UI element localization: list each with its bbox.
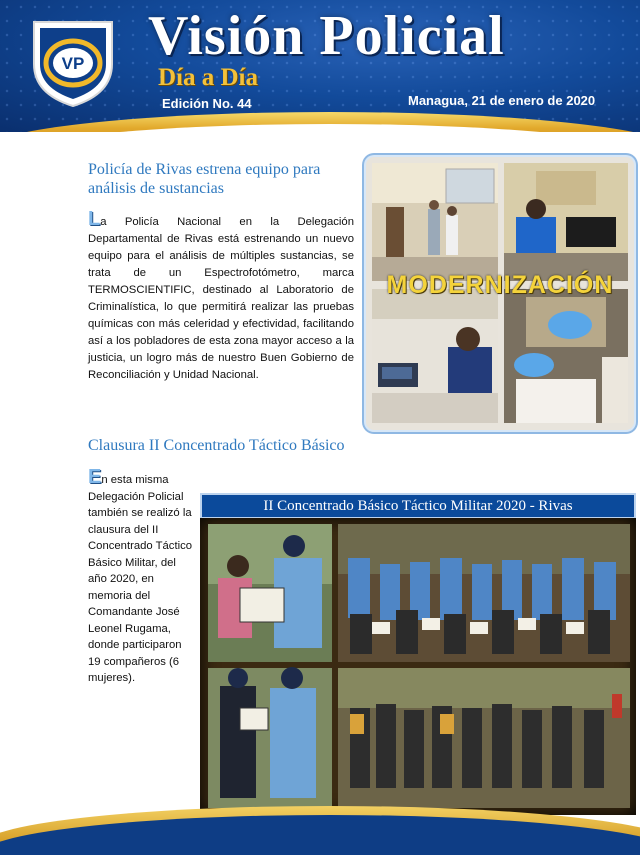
article2-dropcap: E [88,466,102,488]
vp-shield-logo [30,16,116,108]
edition-number: Edición No. 44 [162,96,252,111]
article2-headline: Clausura II Concentrado Táctico Básico [88,437,345,454]
training-photo-collage [200,493,636,815]
article1-headline: Policía de Rivas estrena equipo para análisis de sustancias [88,161,321,197]
dateline: Managua, 21 de enero de 2020 [408,93,596,108]
masthead [0,0,640,132]
article1-text: a Policía Nacional en la Delegación Departamental de Rivas está estrenando un nuevo equipo para el análisis de múltiples sustancias, se trata de un Espectrofotómetro, marca TERMOSCIENTIFIC, destinado al Laboratorio de Criminalística, lo que permitirá realizar las pruebas químicas con más celeridad y efectividad, facilitando así a los pobladores de esta zona mayor acceso a la justicia, un logro más de nuestro Buen Gobierno de Reconciliación y Unidad Nacional. [88,216,354,381]
article1-body [88,208,354,384]
photo-caption-overlay: MODERNIZACIÓN [386,271,614,299]
article2-body [88,466,196,687]
publication-subtitle: Día a Día [158,64,258,91]
article1-dropcap: L [88,208,101,230]
collage-illustration [200,518,636,815]
collage-photos [200,518,636,815]
collage-title: II Concentrado Básico Táctico Militar 2020 - Rivas [200,493,636,519]
article2-text: n esta misma Delegación Policial también se realizó la clausura del II Concentrado Táctico Básico Militar, del año 2020, en memoria del Comandante José Leonel Rugama, donde participaron 19 compañeros (6 mujeres). [88,474,193,684]
svg-text:VP: VP [61,54,85,73]
publication-title: Visión Policial [148,5,505,67]
lab-photo-collage [366,157,634,430]
